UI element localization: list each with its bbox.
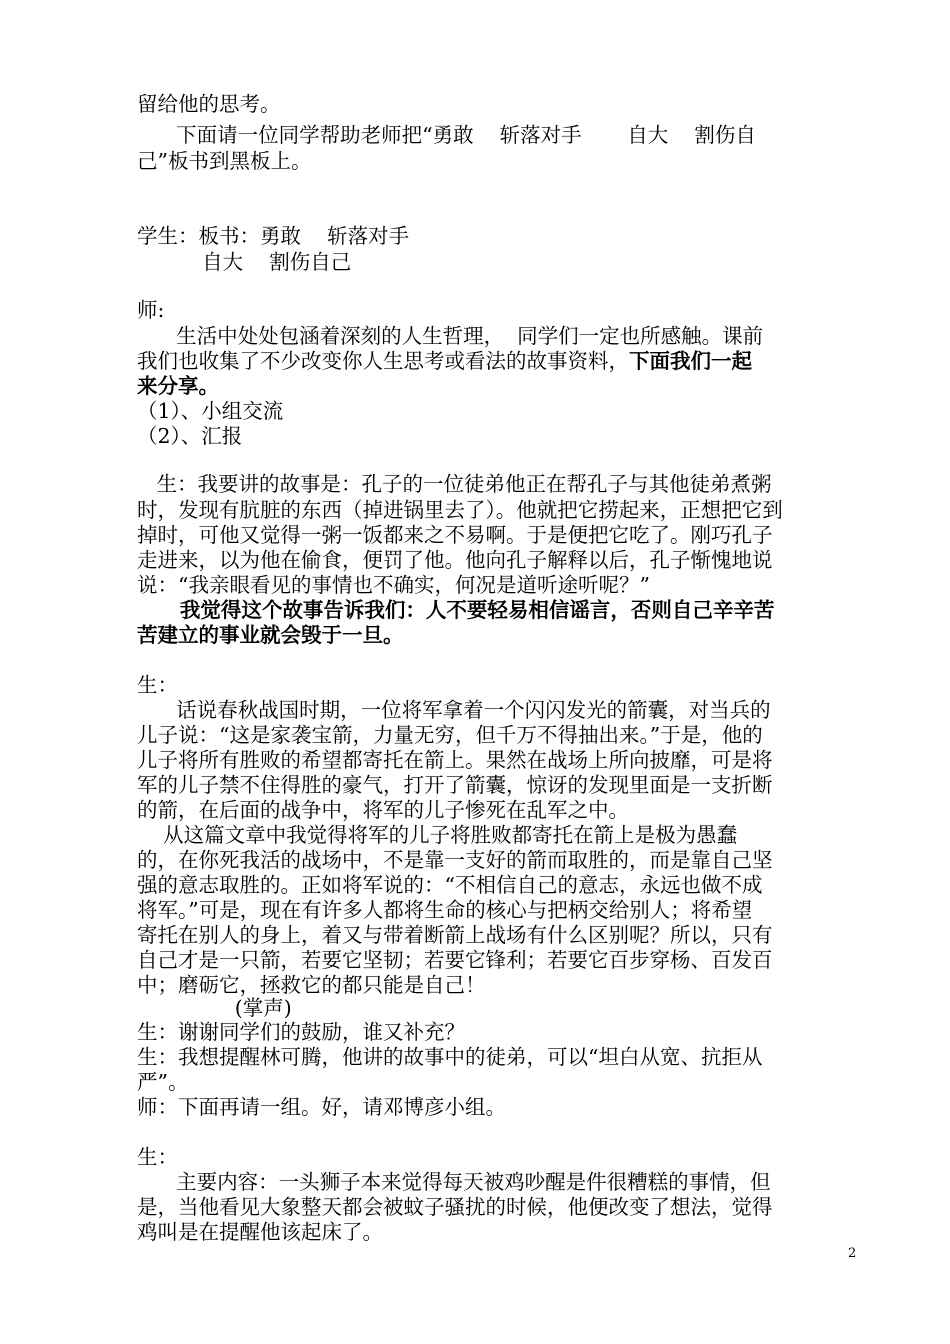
text-line: 自己才是一只箭，若要它坚韧；若要它锋利；若要它百步穿杨、百发百 [137,948,773,972]
text-line: 生：谢谢同学们的鼓励，谁又补充？ [137,1020,465,1044]
bold-text-run: 下面我们一起 [629,349,752,373]
text-line: 来分享。 [137,374,219,398]
text-line: 是，当他看见大象整天都会被蚊子骚扰的时候，他便改变了想法，觉得 [137,1195,773,1219]
text-line: 留给他的思考。 [137,92,281,116]
text-line: 师：下面再请一组。好，请邓博彦小组。 [137,1095,506,1119]
text-line: 下面请一位同学帮助老师把“勇敢 斩落对手 自大 割伤自 [137,123,756,147]
text-line: 生活中处处包涵着深刻的人生哲理， 同学们一定也所感触。课前 [137,324,764,348]
text-line: 师: [137,298,165,322]
text-line: 己”板书到黑板上。 [137,149,312,173]
text-line: 主要内容：一头狮子本来觉得每天被鸡吵醒是件很糟糕的事情，但 [137,1170,771,1194]
text-line: 从这篇文章中我觉得将军的儿子将胜败都寄托在箭上是极为愚蠢 [137,823,738,847]
text-line: 严”。 [137,1070,189,1094]
text-line: 生： [137,673,178,697]
text-line: 寄托在别人的身上，着又与带着断箭上战场有什么区别呢？所以，只有 [137,923,773,947]
text-line: 掉时，可他又觉得一粥一饭都来之不易啊。于是便把它吃了。刚巧孔子 [137,523,773,547]
text-line: 说：“我亲眼看见的事情也不确实，何况是道听途听呢？” [137,573,650,597]
text-line: 生： [137,1145,178,1169]
text-line: 儿子将所有胜败的希望都寄托在箭上。果然在战场上所向披靡，可是将 [137,748,773,772]
text-line: 鸡叫是在提醒他该起床了。 [137,1220,383,1244]
page-number: 2 [848,1246,857,1261]
text-line [137,349,859,374]
text-line: 军的儿子禁不住得胜的豪气，打开了箭囊，惊讶的发现里面是一支折断 [137,773,773,797]
text-line: 走进来，以为他在偷食，便罚了他。他向孔子解释以后，孔子惭愧地说 [137,548,773,572]
text-line: 话说春秋战国时期，一位将军拿着一个闪闪发光的箭囊，对当兵的 [137,698,771,722]
text-line: 儿子说：“这是家袭宝箭，力量无穷，但千万不得抽出来。”于是，他的 [137,723,763,747]
text-line: （1）、小组交流 [137,399,284,423]
text-line: 的，在你死我活的战场中，不是靠一支好的箭而取胜的，而是靠自己坚 [137,848,773,872]
text-line: 学生：板书：勇敢 斩落对手 [137,224,410,248]
text-run: 我们也收集了不少改变你人生思考或看法的故事资料， [137,349,629,373]
text-line: 强的意志取胜的。正如将军说的：“不相信自己的意志，永远也做不成 [137,873,763,897]
text-line: 时，发现有肮脏的东西（掉进锅里去了）。他就把它捞起来，正想把它到 [137,498,783,522]
text-line: (掌声) [137,996,292,1020]
text-line: 中；磨砺它，拯救它的都只能是自己！ [137,973,486,997]
text-line: 我觉得这个故事告诉我们：人不要轻易相信谣言，否则自己辛辛苦 [137,598,775,622]
text-line: 将军。”可是，现在有许多人都将生命的核心与把柄交给别人；将希望 [137,898,753,922]
text-line: 生：我要讲的故事是：孔子的一位徒弟他正在帮孔子与其他徒弟煮粥 [137,472,772,496]
text-line: 自大 割伤自己 [137,250,352,274]
text-line: 苦建立的事业就会毁于一旦。 [137,623,404,647]
text-line: 的箭，在后面的战争中，将军的儿子惨死在乱军之中。 [137,798,629,822]
text-line: （2）、汇报 [137,424,243,448]
text-line: 生：我想提醒林可腾，他讲的故事中的徒弟，可以“坦白从宽、抗拒从 [137,1045,763,1069]
